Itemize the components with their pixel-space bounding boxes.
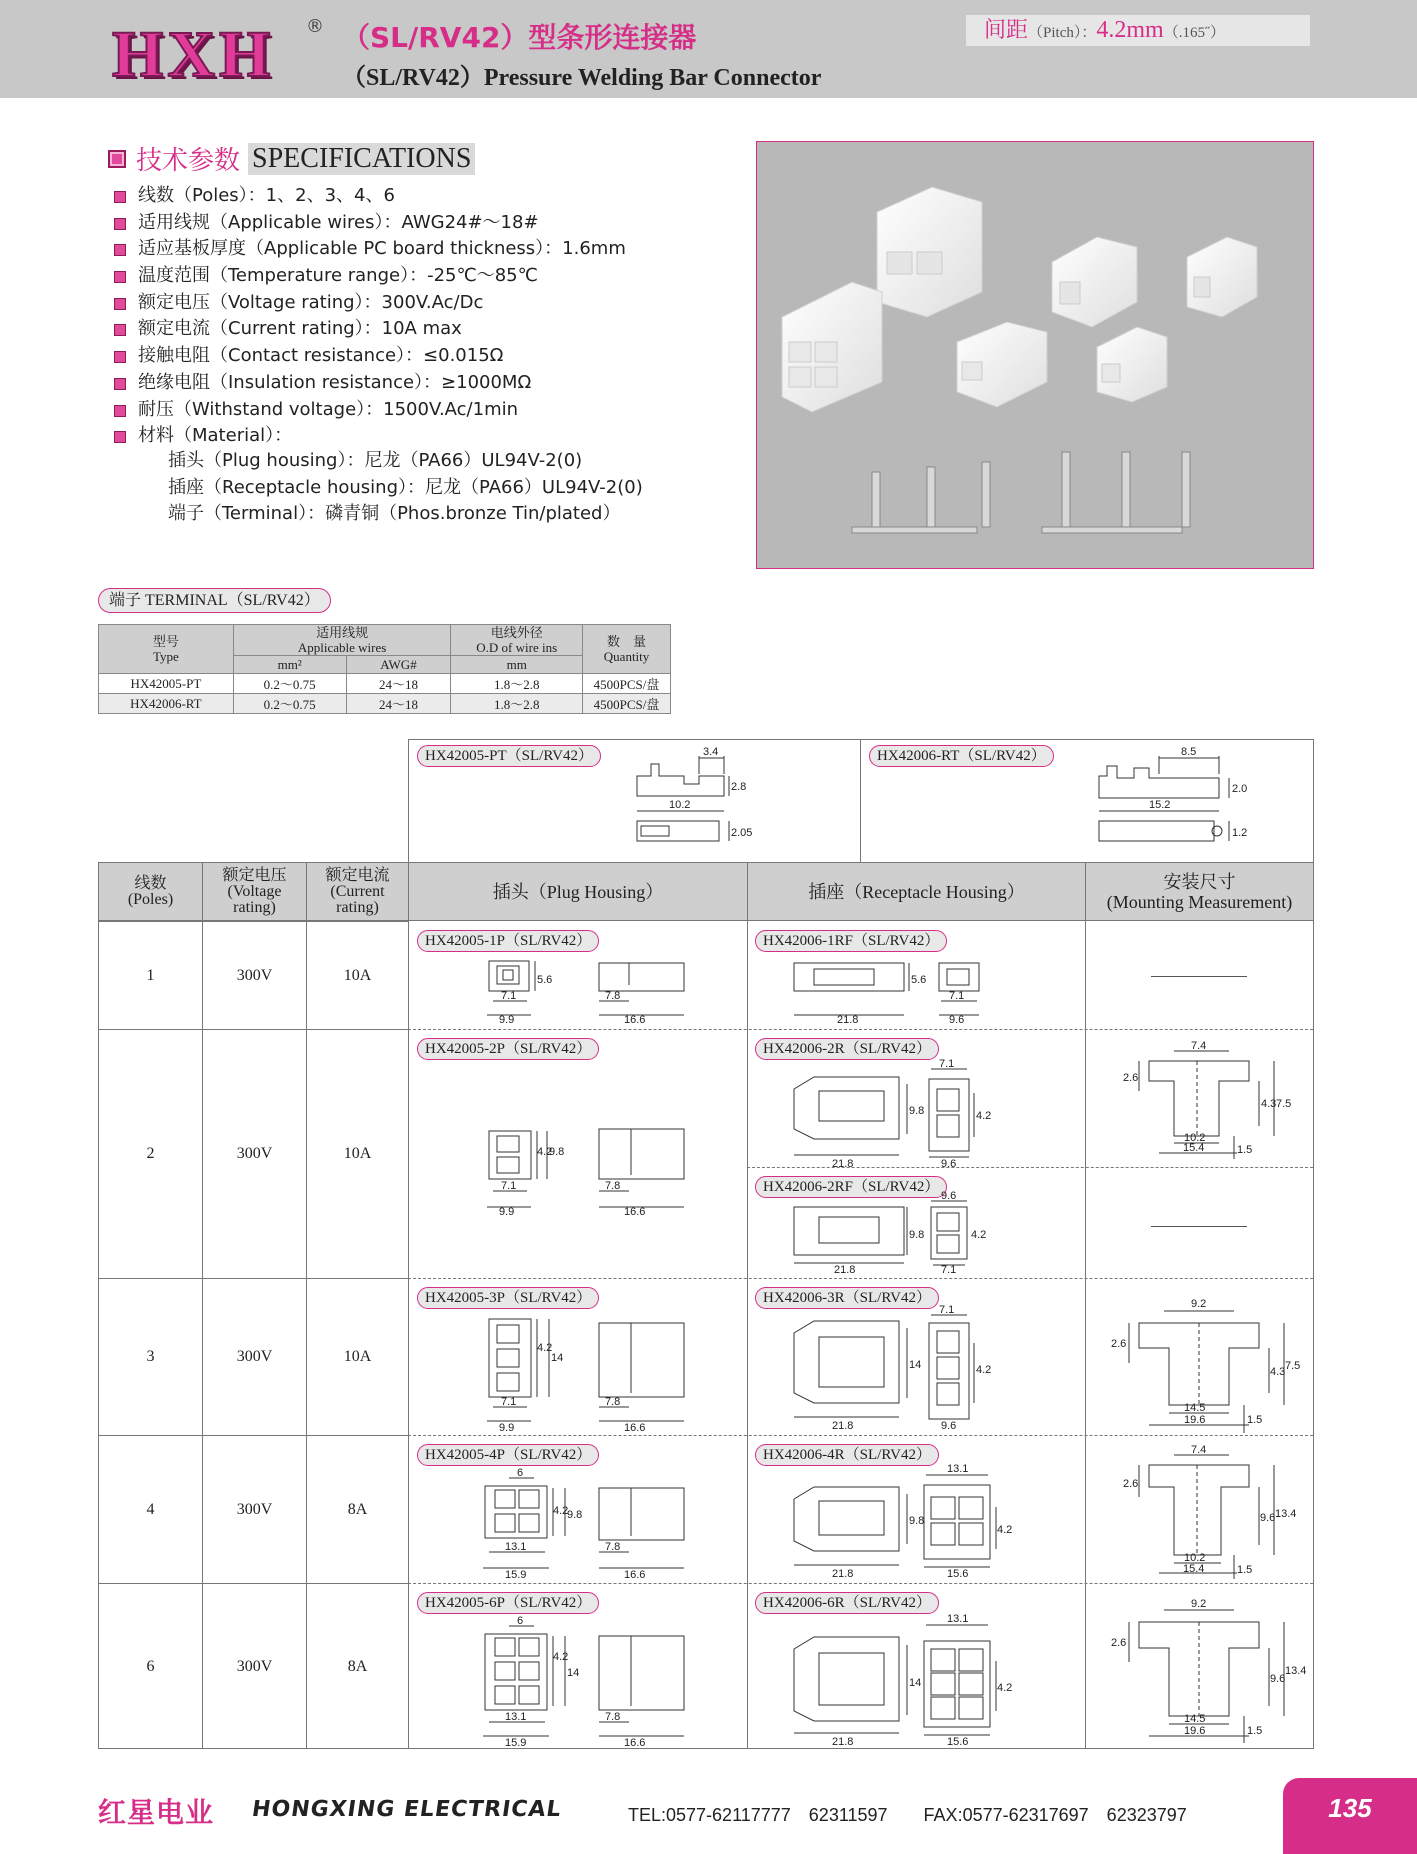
row-poles: 1 bbox=[146, 967, 155, 984]
dim-label: 14.5 bbox=[1184, 1713, 1206, 1725]
dim-label: 9.8 bbox=[567, 1509, 583, 1521]
dim-label: 6 bbox=[517, 1615, 524, 1627]
dim-label: 15.6 bbox=[947, 1568, 969, 1580]
dim-label: 4.2 bbox=[553, 1505, 569, 1517]
spec-item: 接触电阻（Contact resistance）：≤0.015Ω bbox=[112, 343, 626, 370]
connector-6p-plug bbox=[782, 282, 882, 412]
row-voltage: 300V bbox=[236, 1501, 273, 1518]
pt-terminal-drawing bbox=[629, 746, 779, 861]
dim-label: 10.2 bbox=[1184, 1132, 1206, 1144]
dim-label: 16.6 bbox=[624, 1206, 646, 1218]
dim-label: 14 bbox=[551, 1352, 564, 1364]
dim-label: 2.05 bbox=[731, 827, 753, 839]
receptacle-6r-drawing bbox=[789, 1611, 1013, 1748]
receptacle-tag: HX42006-6R（SL/RV42） bbox=[755, 1592, 939, 1614]
terminal-section-label: 端子 TERMINAL（SL/RV42） bbox=[98, 588, 331, 613]
table-row: HX42005-PT 0.2～0.75 24～18 1.8～2.8 4500PCS/盘 bbox=[99, 674, 671, 694]
dim-label: 7.1 bbox=[501, 1396, 517, 1408]
dim-label: 13.1 bbox=[505, 1711, 527, 1723]
receptacle-tag: HX42006-2R（SL/RV42） bbox=[755, 1038, 939, 1060]
row-current: 10A bbox=[343, 967, 372, 984]
receptacle-4r-drawing bbox=[789, 1459, 1013, 1584]
row-poles: 4 bbox=[146, 1501, 155, 1518]
col-type: 型号 Type bbox=[99, 625, 234, 674]
dim-label: 4.2 bbox=[971, 1229, 987, 1241]
row-voltage: 300V bbox=[236, 967, 273, 984]
dim-label: 14.5 bbox=[1184, 1402, 1206, 1414]
grid-hline bbox=[408, 1435, 1313, 1436]
dim-label: 9.2 bbox=[1191, 1598, 1207, 1610]
table-row: HX42006-RT 0.2～0.75 24～18 1.8～2.8 4500PCS/盘 bbox=[99, 694, 671, 714]
mounting-4-drawing bbox=[1119, 1444, 1297, 1581]
grid-hline bbox=[99, 1435, 408, 1436]
grid-hline bbox=[99, 1029, 408, 1030]
terminal-strip-right bbox=[1042, 452, 1190, 533]
dim-label: 4.2 bbox=[537, 1342, 553, 1354]
grid-vline bbox=[408, 863, 409, 1748]
bullet-square-icon bbox=[108, 150, 126, 168]
dim-label: 1.5 bbox=[1247, 1725, 1263, 1737]
panel-divider bbox=[860, 740, 861, 862]
dim-label: 7.8 bbox=[605, 1711, 621, 1723]
dim-label: 2.6 bbox=[1111, 1637, 1127, 1649]
plug-tag: HX42005-3P（SL/RV42） bbox=[417, 1287, 599, 1309]
dim-label: 15.9 bbox=[505, 1737, 527, 1749]
col-qty: 数 量 Quantity bbox=[583, 625, 671, 674]
receptacle-tag: HX42006-4R（SL/RV42） bbox=[755, 1444, 939, 1466]
dim-label: 2.6 bbox=[1123, 1072, 1139, 1084]
pitch-value: 4.2mm bbox=[1096, 17, 1164, 43]
title-chinese: （SL/RV42）型条形连接器 bbox=[342, 21, 697, 54]
product-grid bbox=[98, 862, 1314, 1749]
dim-label: 9.2 bbox=[1191, 1298, 1207, 1310]
plug-6p-drawing bbox=[479, 1616, 709, 1748]
material-item: 插座（Receptacle housing）：尼龙（PA66）UL94V-2(0) bbox=[168, 476, 643, 498]
dim-label: 16.6 bbox=[624, 1737, 646, 1749]
material-item: 端子（Terminal）：磷青铜（Phos.bronze Tin/plated） bbox=[168, 503, 621, 525]
grid-hline bbox=[99, 1278, 408, 1279]
dim-label: 7.8 bbox=[605, 1396, 621, 1408]
dim-label: 9.9 bbox=[499, 1422, 515, 1434]
rt-tag: HX42006-RT（SL/RV42） bbox=[869, 745, 1054, 767]
header-voltage: 额定电压 (Voltage rating) bbox=[222, 867, 287, 916]
connector-1p-plug bbox=[1097, 327, 1167, 402]
spec-item: 绝缘电阻（Insulation resistance）：≥1000MΩ bbox=[112, 370, 626, 397]
dim-label: 21.8 bbox=[834, 1264, 856, 1276]
mounting-6-drawing bbox=[1109, 1598, 1307, 1743]
receptacle-3r-drawing bbox=[789, 1303, 992, 1433]
dim-label: 9.6 bbox=[1270, 1673, 1286, 1685]
plug-tag: HX42005-4P（SL/RV42） bbox=[417, 1444, 599, 1466]
page-number: 135 bbox=[1283, 1778, 1417, 1854]
col-wires: 适用线规 Applicable wires bbox=[233, 625, 451, 656]
row-current: 10A bbox=[343, 1348, 372, 1365]
plug-1p-drawing bbox=[479, 955, 709, 1025]
dim-label: 4.2 bbox=[553, 1651, 569, 1663]
row-poles: 2 bbox=[146, 1145, 155, 1162]
spec-item: 材料（Material）： bbox=[112, 423, 626, 450]
pitch-inch: （.165˝） bbox=[1163, 25, 1225, 41]
dim-label: 9.6 bbox=[941, 1158, 957, 1170]
mounting-none-dash bbox=[1151, 976, 1247, 977]
plug-tag: HX42005-2P（SL/RV42） bbox=[417, 1038, 599, 1060]
col-mm2: mm² bbox=[233, 656, 346, 674]
dim-label: 15.4 bbox=[1183, 1563, 1205, 1575]
dim-label: 1.5 bbox=[1237, 1144, 1253, 1156]
specifications-heading bbox=[108, 140, 475, 177]
row-poles: 6 bbox=[146, 1658, 155, 1675]
dim-label: 9.8 bbox=[909, 1229, 925, 1241]
dim-label: 5.6 bbox=[911, 974, 927, 986]
dim-label: 4.2 bbox=[997, 1524, 1013, 1536]
terminal-drawings-panel bbox=[408, 739, 1314, 863]
pitch-cn: 间距 bbox=[984, 18, 1029, 43]
receptacle-1rf-drawing bbox=[789, 955, 989, 1025]
grid-vline bbox=[202, 863, 203, 1748]
material-list bbox=[168, 448, 643, 528]
dim-label: 7.1 bbox=[941, 1264, 957, 1276]
spec-heading-en: SPECIFICATIONS bbox=[248, 143, 475, 175]
plug-3p-drawing bbox=[479, 1313, 709, 1433]
dim-label: 8.5 bbox=[1181, 746, 1197, 758]
dim-label: 13.1 bbox=[505, 1541, 527, 1553]
dim-label: 16.6 bbox=[624, 1569, 646, 1581]
plug-tag: HX42005-1P（SL/RV42） bbox=[417, 930, 599, 952]
dim-label: 7.1 bbox=[949, 990, 965, 1002]
pitch-badge bbox=[966, 15, 1310, 46]
receptacle-tag: HX42006-3R（SL/RV42） bbox=[755, 1287, 939, 1309]
dim-label: 21.8 bbox=[832, 1736, 854, 1748]
dim-label: 9.8 bbox=[909, 1105, 925, 1117]
header-poles: 线数 (Poles) bbox=[127, 875, 174, 908]
registered-mark: ® bbox=[306, 16, 324, 37]
row-voltage: 300V bbox=[236, 1145, 273, 1162]
terminal-table bbox=[98, 624, 671, 714]
pitch-label: （Pitch）： bbox=[1028, 25, 1097, 41]
dim-label: 1.5 bbox=[1237, 1564, 1253, 1576]
plug-tag: HX42005-6P（SL/RV42） bbox=[417, 1592, 599, 1614]
dim-label: 3.4 bbox=[703, 746, 719, 758]
dim-label: 9.6 bbox=[941, 1420, 957, 1432]
col-od: 电线外径 O.D of wire ins bbox=[451, 625, 583, 656]
mounting-3-drawing bbox=[1109, 1293, 1299, 1433]
dim-label: 7.8 bbox=[605, 1180, 621, 1192]
spec-item: 线数（Poles）：1、2、3、4、6 bbox=[112, 183, 626, 210]
dim-label: 9.8 bbox=[549, 1146, 565, 1158]
rt-terminal-drawing bbox=[1089, 746, 1249, 861]
spec-heading-cn: 技术参数 bbox=[136, 146, 241, 176]
grid-hline bbox=[99, 1583, 408, 1584]
dim-label: 4.3 bbox=[1261, 1098, 1277, 1110]
dim-label: 1.2 bbox=[1232, 827, 1248, 839]
dim-label: 6 bbox=[517, 1467, 524, 1479]
spec-item: 温度范围（Temperature range）：-25℃～85℃ bbox=[112, 263, 626, 290]
connector-1p-receptacle bbox=[1187, 237, 1257, 317]
dim-label: 2.6 bbox=[1123, 1478, 1139, 1490]
dim-label: 19.6 bbox=[1184, 1725, 1206, 1737]
header-current: 额定电流 (Current rating) bbox=[325, 867, 390, 916]
page-header bbox=[0, 0, 1417, 98]
dim-label: 16.6 bbox=[624, 1014, 646, 1026]
row-poles: 3 bbox=[146, 1348, 155, 1365]
dim-label: 5.6 bbox=[537, 974, 553, 986]
dim-label: 4.2 bbox=[537, 1146, 553, 1158]
row-current: 10A bbox=[343, 1145, 372, 1162]
col-awg: AWG# bbox=[346, 656, 451, 674]
dim-label: 13.1 bbox=[947, 1613, 969, 1625]
dim-label: 21.8 bbox=[832, 1158, 854, 1170]
dim-label: 15.6 bbox=[947, 1736, 969, 1748]
dim-label: 21.8 bbox=[837, 1014, 859, 1026]
spec-item: 耐压（Withstand voltage）：1500V.Ac/1min bbox=[112, 397, 626, 424]
dim-label: 9.6 bbox=[1260, 1512, 1276, 1524]
spec-item: 适应基板厚度（Applicable PC board thickness）：1.6mm bbox=[112, 236, 626, 263]
dim-label: 4.2 bbox=[997, 1682, 1013, 1694]
grid-hline bbox=[408, 1278, 1313, 1279]
grid-vline bbox=[306, 863, 307, 1748]
footer-company-cn: 红星电业 bbox=[98, 1796, 215, 1829]
receptacle-tag: HX42006-2RF（SL/RV42） bbox=[755, 1176, 947, 1198]
plug-4p-drawing bbox=[479, 1468, 709, 1583]
terminal-strip-left bbox=[852, 462, 990, 533]
dim-label: 13.4 bbox=[1285, 1665, 1307, 1677]
dim-label: 9.9 bbox=[499, 1206, 515, 1218]
dim-label: 7.8 bbox=[605, 1541, 621, 1553]
title-english: （SL/RV42）Pressure Welding Bar Connector bbox=[342, 65, 822, 91]
dim-label: 15.2 bbox=[1149, 799, 1171, 811]
dim-label: 15.4 bbox=[1183, 1142, 1205, 1154]
brand-logo: HXH bbox=[112, 18, 275, 91]
dim-label: 9.8 bbox=[909, 1515, 925, 1527]
connector-2p-plug bbox=[957, 322, 1047, 407]
dim-label: 21.8 bbox=[832, 1568, 854, 1580]
connector-photo-illustration bbox=[757, 142, 1315, 570]
grid-hline bbox=[99, 921, 408, 922]
dim-label: 10.2 bbox=[669, 799, 691, 811]
mounting-2-drawing bbox=[1119, 1040, 1292, 1161]
dim-label: 1.5 bbox=[1247, 1414, 1263, 1426]
product-photo bbox=[756, 141, 1314, 569]
dim-label: 7.5 bbox=[1285, 1360, 1301, 1372]
row-voltage: 300V bbox=[236, 1348, 273, 1365]
dim-label: 9.9 bbox=[499, 1014, 515, 1026]
receptacle-tag: HX42006-1RF（SL/RV42） bbox=[755, 930, 947, 952]
receptacle-2r-drawing bbox=[789, 1058, 992, 1170]
footer-contact: TEL:0577-62117777 62311597 FAX:0577-62317697 62323797 bbox=[628, 1805, 1187, 1825]
dim-label: 7.5 bbox=[1276, 1098, 1292, 1110]
header-plug: 插头（Plug Housing） bbox=[492, 882, 664, 902]
dim-label: 4.2 bbox=[976, 1364, 992, 1376]
header-mounting: 安装尺寸 (Mounting Measurement) bbox=[1106, 872, 1293, 912]
dim-label: 19.6 bbox=[1184, 1414, 1206, 1426]
dim-label: 9.6 bbox=[941, 1190, 957, 1202]
dim-label: 13.4 bbox=[1275, 1508, 1297, 1520]
grid-vline bbox=[1085, 863, 1086, 1748]
dim-label: 2.6 bbox=[1111, 1338, 1127, 1350]
row-current: 8A bbox=[347, 1501, 368, 1518]
material-item: 插头（Plug housing）：尼龙（PA66）UL94V-2(0) bbox=[168, 450, 583, 471]
grid-hline bbox=[408, 1029, 1313, 1030]
dim-label: 7.4 bbox=[1191, 1040, 1207, 1052]
dim-label: 7.1 bbox=[939, 1304, 955, 1316]
dim-label: 9.6 bbox=[949, 1014, 965, 1026]
dim-label: 7.1 bbox=[501, 990, 517, 1002]
spec-item: 适用线规（Applicable wires）：AWG24#～18# bbox=[112, 210, 626, 237]
dim-label: 2.0 bbox=[1232, 783, 1248, 795]
dim-label: 14 bbox=[909, 1359, 922, 1371]
dim-label: 7.8 bbox=[605, 990, 621, 1002]
grid-vline bbox=[747, 863, 748, 1748]
col-od-unit: mm bbox=[451, 656, 583, 674]
spec-list bbox=[112, 183, 626, 450]
dim-label: 4.3 bbox=[1270, 1366, 1286, 1378]
dim-label: 16.6 bbox=[624, 1422, 646, 1434]
dim-label: 14 bbox=[909, 1677, 922, 1689]
dim-label: 13.1 bbox=[947, 1463, 969, 1475]
connector-2p-receptacle bbox=[1052, 237, 1137, 327]
row-voltage: 300V bbox=[236, 1658, 273, 1675]
dim-label: 2.8 bbox=[731, 781, 747, 793]
mounting-none-dash bbox=[1151, 1226, 1247, 1227]
dim-label: 4.2 bbox=[976, 1110, 992, 1122]
spec-item: 额定电压（Voltage rating）：300V.Ac/Dc bbox=[112, 290, 626, 317]
dim-label: 10.2 bbox=[1184, 1552, 1206, 1564]
dim-label: 7.1 bbox=[939, 1058, 955, 1070]
dim-label: 7.1 bbox=[501, 1180, 517, 1192]
row-current: 8A bbox=[347, 1658, 368, 1675]
header-receptacle: 插座（Receptacle Housing） bbox=[808, 882, 1025, 902]
dim-label: 14 bbox=[567, 1667, 580, 1679]
connector-6p-receptacle bbox=[877, 187, 982, 317]
spec-item: 额定电流（Current rating）：10A max bbox=[112, 316, 626, 343]
dim-label: 15.9 bbox=[505, 1569, 527, 1581]
plug-2p-drawing bbox=[479, 1123, 709, 1223]
pt-tag: HX42005-PT（SL/RV42） bbox=[417, 745, 601, 767]
footer-company-en: HONGXING ELECTRICAL bbox=[250, 1797, 564, 1822]
dim-label: 7.4 bbox=[1191, 1444, 1207, 1456]
receptacle-2rf-drawing bbox=[789, 1190, 989, 1276]
dim-label: 21.8 bbox=[832, 1420, 854, 1432]
